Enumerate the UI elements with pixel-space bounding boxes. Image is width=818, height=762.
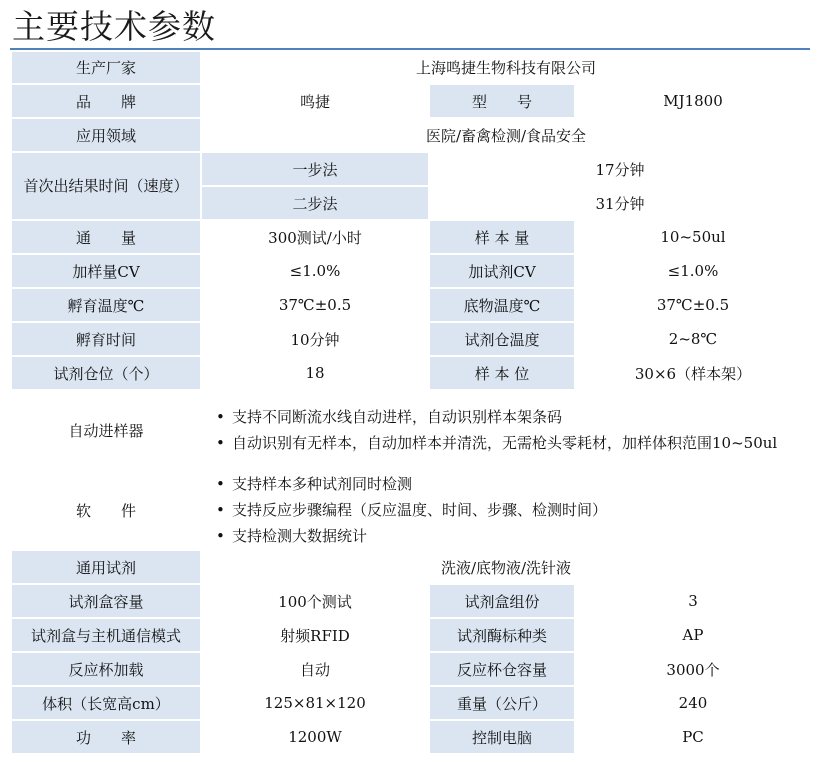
table-row <box>11 254 811 288</box>
power-value: 1200W <box>201 720 429 754</box>
table-row <box>11 288 811 322</box>
incubation-temp-label: 孵育温度℃ <box>11 288 201 322</box>
reagent-cv-label: 加试剂CV <box>429 254 575 288</box>
kit-capacity-label: 试剂盒容量 <box>11 584 201 618</box>
list-item: • 自动识别有无样本，自动加样本并清洗，无需枪头零耗材，加样体积范围10~50ul <box>232 430 800 456</box>
list-item: • 支持不同断流水线自动进样，自动识别样本架条码 <box>232 404 800 430</box>
table-row <box>11 550 811 584</box>
sample-volume-label: 样 本 量 <box>429 220 575 254</box>
incubation-time-label: 孵育时间 <box>11 322 201 356</box>
table-row <box>11 470 811 550</box>
step2-label: 二步法 <box>201 186 429 220</box>
list-item: • 支持样本多种试剂同时检测 <box>232 471 804 497</box>
table-row <box>11 686 811 720</box>
step1-label: 一步法 <box>201 152 429 186</box>
cup-loading-value: 自动 <box>201 652 429 686</box>
substrate-temp-value: 37℃±0.5 <box>575 288 811 322</box>
reagent-bay-temp-label: 试剂仓温度 <box>429 322 575 356</box>
sample-positions-value: 30×6（样本架） <box>575 356 811 390</box>
power-label: 功 率 <box>11 720 201 754</box>
reagent-bay-temp-value: 2~8℃ <box>575 322 811 356</box>
kit-components-label: 试剂盒组份 <box>429 584 575 618</box>
step1-value: 17分钟 <box>429 152 811 186</box>
dimensions-value: 125×81×120 <box>201 686 429 720</box>
autosampler-features <box>201 390 811 470</box>
model-label: 型 号 <box>429 84 575 118</box>
enzyme-label-type-label: 试剂酶标种类 <box>429 618 575 652</box>
application-value: 医院/畜禽检测/食品安全 <box>201 118 811 152</box>
incubation-time-value: 10分钟 <box>201 322 429 356</box>
table-row <box>11 720 811 754</box>
throughput-value: 300测试/小时 <box>201 220 429 254</box>
table-row <box>11 152 811 186</box>
table-row <box>11 322 811 356</box>
brand-label: 品 牌 <box>11 84 201 118</box>
first-result-label: 首次出结果时间（速度） <box>11 152 201 220</box>
substrate-temp-label: 底物温度℃ <box>429 288 575 322</box>
table-row <box>11 652 811 686</box>
list-item: • 支持检测大数据统计 <box>232 523 804 549</box>
sample-volume-value: 10~50ul <box>575 220 811 254</box>
table-row <box>11 390 811 470</box>
control-pc-value: PC <box>575 720 811 754</box>
cup-bay-capacity-value: 3000个 <box>575 652 811 686</box>
table-row <box>11 220 811 254</box>
enzyme-label-type-value: AP <box>575 618 811 652</box>
sample-positions-label: 样 本 位 <box>429 356 575 390</box>
table-row <box>11 618 811 652</box>
model-value: MJ1800 <box>575 84 811 118</box>
weight-label: 重量（公斤） <box>429 686 575 720</box>
control-pc-label: 控制电脑 <box>429 720 575 754</box>
comm-mode-label: 试剂盒与主机通信模式 <box>11 618 201 652</box>
autosampler-label: 自动进样器 <box>11 390 201 470</box>
common-reagent-label: 通用试剂 <box>11 550 201 584</box>
table-row <box>11 51 811 84</box>
cup-loading-label: 反应杯加载 <box>11 652 201 686</box>
application-label: 应用领域 <box>11 118 201 152</box>
sample-cv-label: 加样量CV <box>11 254 201 288</box>
common-reagent-value: 洗液/底物液/洗针液 <box>201 550 811 584</box>
step2-value: 31分钟 <box>429 186 811 220</box>
table-row <box>11 118 811 152</box>
manufacturer-label: 生产厂家 <box>11 51 201 84</box>
table-row <box>11 584 811 618</box>
manufacturer-value: 上海鸣捷生物科技有限公司 <box>201 51 811 84</box>
list-item: • 支持反应步骤编程（反应温度、时间、步骤、检测时间） <box>232 497 804 523</box>
page-title: 主要技术参数 <box>12 7 216 46</box>
brand-value: 鸣捷 <box>201 84 429 118</box>
reagent-positions-label: 试剂仓位（个） <box>11 356 201 390</box>
table-row <box>11 84 811 118</box>
comm-mode-value: 射频RFID <box>201 618 429 652</box>
reagent-cv-value: ≤1.0% <box>575 254 811 288</box>
throughput-label: 通 量 <box>11 220 201 254</box>
software-label: 软 件 <box>11 470 201 550</box>
incubation-temp-value: 37℃±0.5 <box>201 288 429 322</box>
kit-components-value: 3 <box>575 584 811 618</box>
dimensions-label: 体积（长宽高cm） <box>11 686 201 720</box>
kit-capacity-value: 100个测试 <box>201 584 429 618</box>
software-features <box>201 470 811 550</box>
reagent-positions-value: 18 <box>201 356 429 390</box>
weight-value: 240 <box>575 686 811 720</box>
table-row <box>11 356 811 390</box>
cup-bay-capacity-label: 反应杯仓容量 <box>429 652 575 686</box>
spec-table <box>10 50 812 755</box>
sample-cv-value: ≤1.0% <box>201 254 429 288</box>
